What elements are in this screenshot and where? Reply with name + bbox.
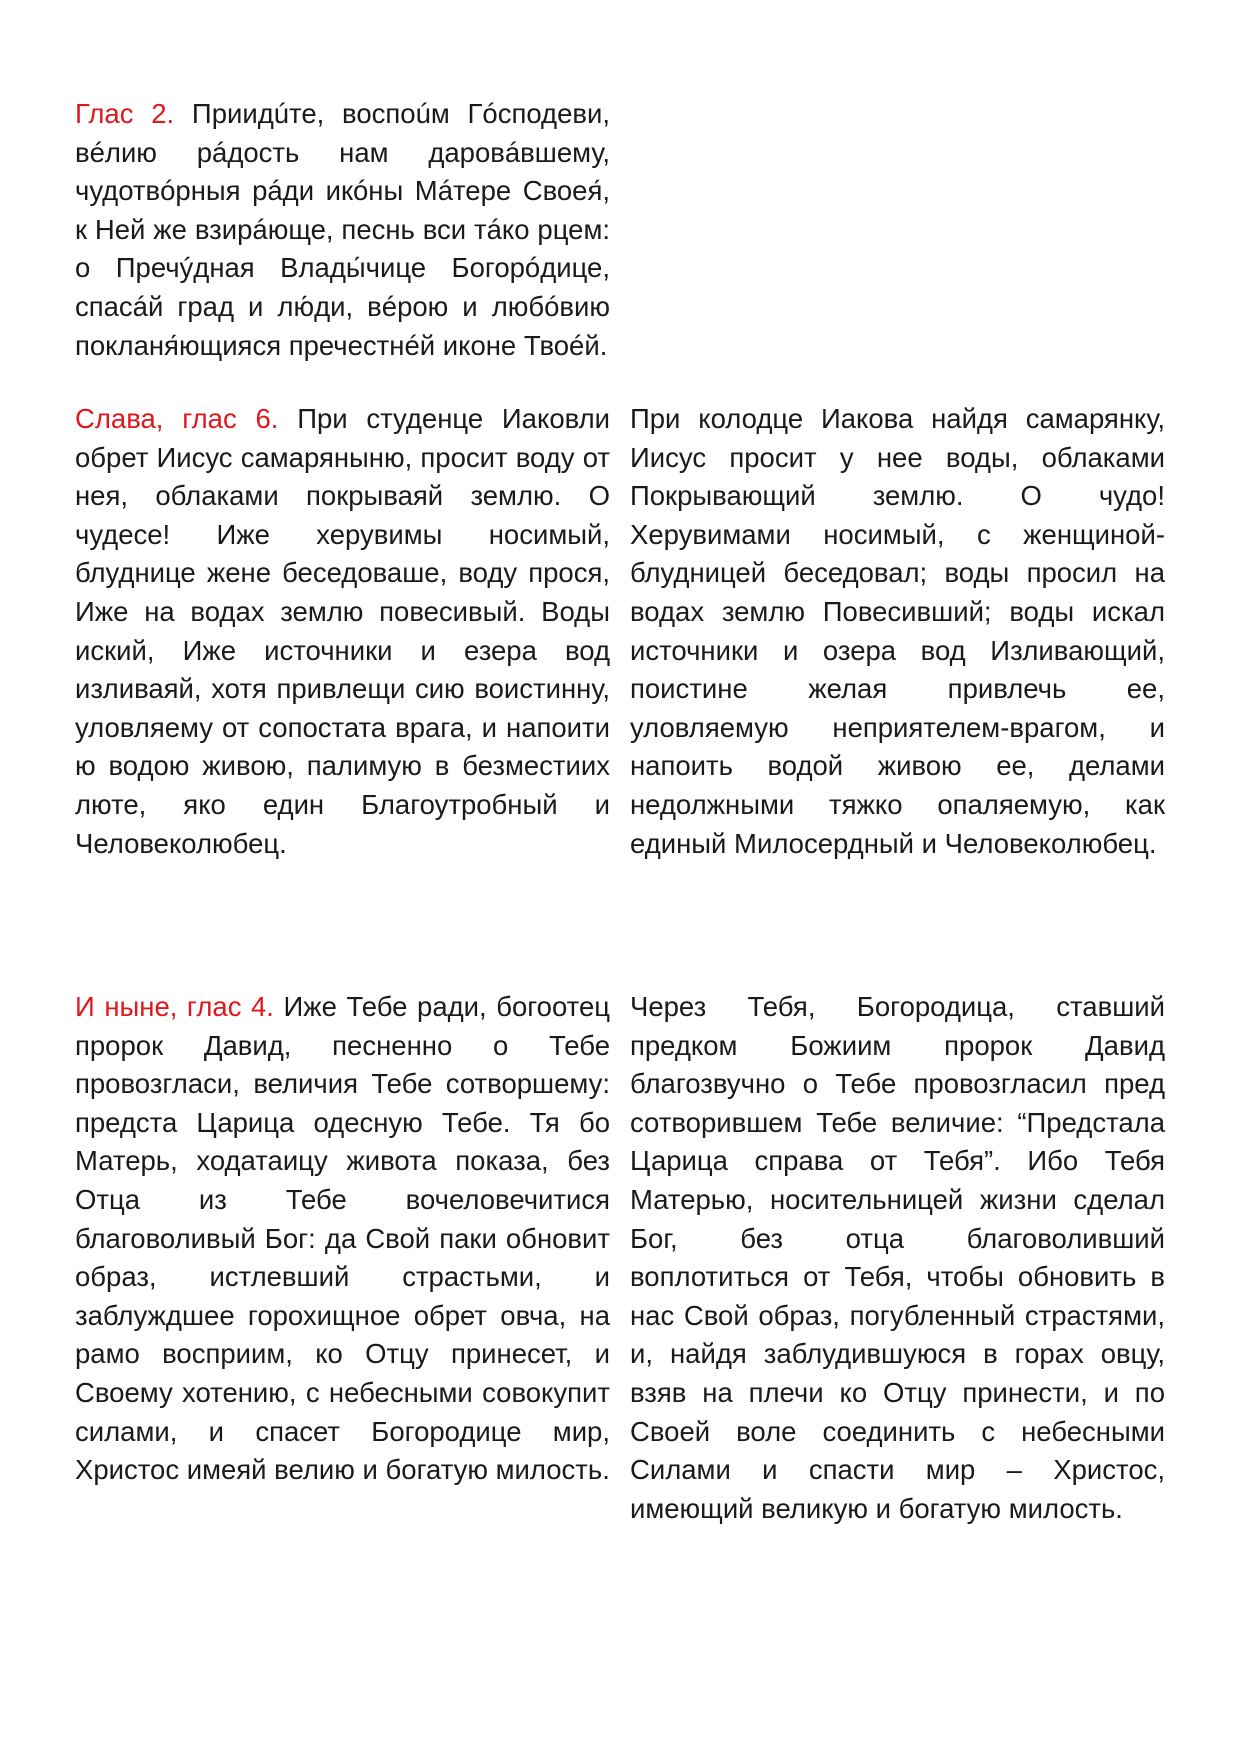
- section-1-slavonic-text: Приидúте, воспоúм Гóсподеви, вéлию рáдость нам даровáвшему, чудотвóрныя рáди икóны Мáтере Своея́, к Ней же взирáюще, песнь вси тáко рцем: о Пречýдная Влады́чице Богорóдице, спасáй град и лю́ди, вéрою и любóвию покланя́ющияся пречестнéй иконе Твоéй.: [75, 98, 611, 361]
- section-2-rubric: Слава, глас 6.: [75, 403, 298, 434]
- section-1-slavonic: [75, 95, 610, 365]
- section-3-slavonic-text: Иже Тебе ради, богоотец пророк Давид, песненно о Тебе провозгласи, величия Тебе сотворшему: предста Царица одесную Тебе. Тя бо Матерь, ходатаицу живота показа, без Отца из Тебе вочеловечитися благоволивый Бог: да Свой паки обновит образ, истлевший страстьми, и заблуждшее горохищное обрет овча, на рамо восприим, ко Отцу принесет, и Своему хотению, с небесными совокупит силами, и спасет Богородице мир, Христос имеяй велию и богатую милость.: [75, 991, 611, 1486]
- section-3-russian-text: Через Тебя, Богородица, ставший предком Божиим пророк Давид благозвучно о Тебе провозгласил пред сотворившем Тебе величие: “Предстала Царица справа от Тебя”. Ибо Тебя Матерью, носительницей жизни сделал Бог, без отца благоволивший воплотиться от Тебя, чтобы обновить в нас Свой образ, погубленный страстями, и, найдя заблудившуюся в горах овцу, взяв на плечи ко Отцу принести, и по Своей воле соединить с небесными Силами и спасти мир – Христос, имеющий великую и богатую милость.: [630, 991, 1165, 1524]
- section-3-slavonic: [75, 988, 610, 1490]
- section-2-slavonic: [75, 400, 610, 863]
- section-3-russian: [630, 988, 1165, 1528]
- section-3-rubric: И ныне, глас 4.: [75, 991, 284, 1022]
- section-1-rubric: Глас 2.: [75, 98, 192, 129]
- section-2-slavonic-text: При студенце Иаковли обрет Иисус самаряныню, просит воду от нея, облаками покрываяй землю. О чудесе! Иже херувимы носимый, блуднице жене беседоваше, воду прося, Иже на водах землю повесивый. Воды иский, Иже источники и езера вод изливаяй, хотя привлещи сию воистинну, уловляему от сопостата врага, и напоити ю водою живою, палимую в безместиих люте, яко един Благоутробный и Человеколюбец.: [75, 403, 610, 859]
- section-2-russian: [630, 400, 1165, 863]
- section-2-russian-text: При колодце Иакова найдя самарянку, Иисус просит у нее воды, облаками Покрывающий землю. О чудо! Херувимами носимый, с женщиной-блудницей беседовал; воды просил на водах землю Повесивший; воды искал источники и озера вод Изливающий, поистине желая привлечь ее, уловляемую неприятелем-врагом, и напоить водой живою ее, делами недолжными тяжко опаляемую, как единый Милосердный и Человеколюбец.: [630, 403, 1165, 859]
